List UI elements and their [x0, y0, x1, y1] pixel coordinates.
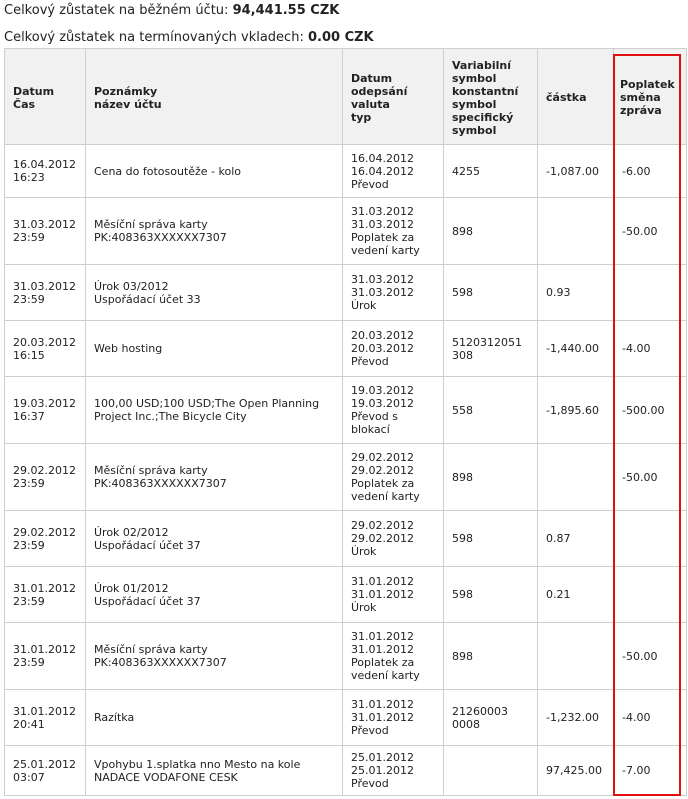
header-label-line: Variabilní	[452, 58, 511, 72]
cell-notes	[86, 265, 343, 321]
cell-dates-line: 25.01.2012	[351, 764, 414, 777]
header-label-line: valuta	[351, 97, 390, 111]
cell-symbol-line: 0008	[452, 717, 480, 731]
table-row	[5, 444, 687, 511]
cell-notes-line: Úrok 02/2012	[94, 525, 169, 539]
cell-symbol	[444, 623, 538, 690]
cell-symbol-line: 558	[452, 403, 473, 417]
table-row	[5, 265, 687, 321]
cell-amount-value: -1,440.00	[546, 342, 599, 355]
table-row	[5, 511, 687, 567]
cell-datetime-line: 31.01.2012	[13, 643, 76, 656]
cell-notes-line: Měsíční správa karty	[94, 643, 208, 656]
cell-dates-line: 31.01.2012	[351, 643, 414, 656]
cell-dates-line: Poplatek za	[351, 656, 415, 669]
cell-symbol-line: 898	[452, 649, 473, 663]
cell-datetime-line: 16.04.2012	[13, 158, 76, 171]
cell-notes	[86, 690, 343, 746]
cell-dates-line: 31.01.2012	[351, 711, 414, 724]
header-label-line: zpráva	[620, 104, 662, 117]
cell-fee-value: -6.00	[622, 164, 651, 178]
cell-notes-line: Uspořádací účet 37	[94, 538, 201, 552]
cell-dates-line: Převod	[351, 777, 389, 790]
header-label-line: symbol	[452, 71, 497, 85]
cell-amount-value: -1,895.60	[546, 403, 599, 417]
cell-datetime-line: 23:59	[13, 656, 45, 669]
cell-datetime-line: 19.03.2012	[13, 397, 76, 410]
cell-datetime-line: 20.03.2012	[13, 335, 76, 349]
cell-dates-line: 31.03.2012	[351, 218, 414, 231]
cell-dates	[343, 511, 444, 567]
table-row	[5, 567, 687, 623]
cell-datetime	[5, 377, 86, 444]
cell-datetime	[5, 198, 86, 265]
cell-symbol-line: 598	[452, 588, 473, 601]
cell-symbol-line: 898	[452, 224, 473, 238]
cell-dates-line: Úrok	[351, 601, 377, 614]
header-label-line: odepsání	[351, 84, 408, 98]
cell-fee	[614, 444, 687, 511]
cell-datetime	[5, 265, 86, 321]
header-label-line: název účtu	[94, 97, 162, 111]
cell-amount	[538, 145, 614, 198]
cell-notes	[86, 511, 343, 567]
cell-dates-line: vedení karty	[351, 490, 420, 503]
header-label-line: směna	[620, 91, 661, 104]
header-label-line: konstantní	[452, 84, 519, 98]
term-balance-value: 0.00 CZK	[307, 30, 374, 45]
cell-dates-line: blokací	[351, 423, 390, 436]
cell-dates-line: Převod s	[351, 410, 398, 423]
cell-dates-line: 31.01.2012	[351, 698, 414, 711]
cell-datetime	[5, 623, 86, 690]
cell-dates	[343, 377, 444, 444]
cell-fee	[614, 690, 687, 746]
current-balance-value: 94,441.55 CZK	[232, 3, 340, 18]
cell-fee	[614, 511, 687, 567]
cell-amount	[538, 198, 614, 265]
cell-fee-value: -7.00	[622, 764, 651, 777]
cell-dates	[343, 444, 444, 511]
cell-fee-value: -50.00	[622, 224, 658, 238]
cell-notes	[86, 145, 343, 198]
cell-symbol-line: 4255	[452, 164, 480, 178]
cell-datetime-line: 29.02.2012	[13, 464, 76, 477]
cell-notes-line: NADACE VODAFONE CESK	[94, 770, 238, 784]
cell-dates-line: Úrok	[351, 299, 377, 312]
cell-symbol-line: 598	[452, 286, 473, 299]
cell-dates-line: 31.01.2012	[351, 575, 414, 588]
cell-dates-line: 31.01.2012	[351, 588, 414, 601]
cell-dates-line: Poplatek za	[351, 231, 415, 244]
cell-dates	[343, 145, 444, 198]
cell-dates-line: Úrok	[351, 545, 377, 558]
cell-fee-value: -4.00	[622, 342, 651, 355]
cell-notes-line: Vpohybu 1.splatka nno Mesto na kole	[94, 757, 301, 771]
cell-notes	[86, 444, 343, 511]
cell-amount-value: 97,425.00	[546, 764, 602, 777]
cell-fee	[614, 377, 687, 444]
table-row	[5, 321, 687, 377]
table-row	[5, 377, 687, 444]
table-row	[5, 198, 687, 265]
header-symbols	[444, 49, 538, 145]
cell-fee	[614, 145, 687, 198]
cell-datetime-line: 31.03.2012	[13, 218, 76, 231]
cell-dates-line: 20.03.2012	[351, 342, 414, 355]
cell-dates-line: 25.01.2012	[351, 751, 414, 764]
cell-amount-value: 0.93	[546, 286, 571, 299]
cell-datetime	[5, 444, 86, 511]
cell-dates-line: 31.01.2012	[351, 630, 414, 643]
cell-symbol-line: 21260003	[452, 704, 508, 718]
cell-notes	[86, 321, 343, 377]
cell-dates-line: vedení karty	[351, 669, 420, 682]
cell-symbol	[444, 746, 538, 796]
cell-notes-line: Web hosting	[94, 342, 163, 355]
cell-amount	[538, 511, 614, 567]
header-amount	[538, 49, 614, 145]
cell-amount	[538, 567, 614, 623]
cell-dates-line: Převod	[351, 355, 389, 368]
table-row	[5, 623, 687, 690]
header-label-line: Datum	[13, 84, 55, 98]
cell-datetime-line: 31.03.2012	[13, 279, 76, 293]
header-label-line: Datum	[351, 71, 393, 85]
cell-symbol	[444, 321, 538, 377]
cell-dates-line: vedení karty	[351, 244, 420, 257]
cell-datetime	[5, 567, 86, 623]
cell-symbol-line: 898	[452, 470, 473, 484]
cell-notes-line: Cena do fotosoutěže - kolo	[94, 164, 242, 178]
cell-fee	[614, 198, 687, 265]
cell-datetime-line: 23:59	[13, 292, 45, 306]
cell-datetime-line: 23:59	[13, 477, 45, 490]
cell-datetime-line: 23:59	[13, 594, 45, 608]
cell-symbol	[444, 265, 538, 321]
cell-fee-value: -500.00	[622, 403, 665, 417]
cell-dates-line: Převod	[351, 177, 389, 191]
cell-datetime-line: 29.02.2012	[13, 525, 76, 539]
cell-symbol-line: 308	[452, 348, 473, 362]
cell-notes-line: Uspořádací účet 33	[94, 292, 201, 306]
cell-dates	[343, 265, 444, 321]
cell-datetime-line: 25.01.2012	[13, 757, 76, 771]
cell-dates-line: 19.03.2012	[351, 384, 414, 397]
transactions-table	[4, 48, 687, 796]
cell-symbol	[444, 198, 538, 265]
cell-datetime	[5, 145, 86, 198]
cell-notes	[86, 198, 343, 265]
cell-notes-line: PK:408363XXXXXX7307	[94, 656, 227, 669]
table-header-row	[5, 49, 687, 145]
cell-dates-line: 31.03.2012	[351, 273, 414, 286]
term-balance-label: Celkový zůstatek na termínovaných vkladech:	[4, 30, 304, 45]
cell-notes-line: Úrok 01/2012	[94, 581, 169, 595]
cell-dates-line: 29.02.2012	[351, 532, 414, 545]
cell-datetime-line: 20:41	[13, 717, 45, 731]
header-dates	[343, 49, 444, 145]
cell-notes	[86, 746, 343, 796]
header-label-line: Čas	[13, 97, 36, 111]
header-label-line: typ	[351, 110, 372, 124]
cell-notes-line: Uspořádací účet 37	[94, 594, 201, 608]
cell-fee	[614, 746, 687, 796]
cell-notes-line: Razítka	[94, 711, 135, 724]
cell-dates-line: 16.04.2012	[351, 164, 414, 178]
cell-notes-line: PK:408363XXXXXX7307	[94, 477, 227, 490]
cell-datetime-line: 31.01.2012	[13, 581, 76, 595]
cell-dates	[343, 198, 444, 265]
cell-symbol	[444, 145, 538, 198]
cell-fee	[614, 265, 687, 321]
cell-datetime	[5, 511, 86, 567]
cell-fee-value: -4.00	[622, 711, 651, 724]
cell-fee-value: -50.00	[622, 470, 658, 484]
cell-amount-value: 0.21	[546, 588, 571, 601]
cell-notes-line: Úrok 03/2012	[94, 279, 169, 293]
current-balance-line	[0, 1, 688, 21]
cell-dates-line: Poplatek za	[351, 477, 415, 490]
current-balance-label: Celkový zůstatek na běžném účtu:	[4, 3, 229, 18]
header-label-line: částka	[546, 91, 587, 104]
cell-fee	[614, 623, 687, 690]
cell-datetime-line: 16:15	[13, 348, 45, 362]
cell-datetime-line: 16:23	[13, 171, 45, 184]
cell-notes-line: Project Inc.;The Bicycle City	[94, 410, 247, 423]
table-row	[5, 746, 687, 796]
cell-amount-value: 0.87	[546, 532, 571, 545]
cell-fee	[614, 321, 687, 377]
cell-fee-value: -50.00	[622, 649, 658, 663]
cell-amount	[538, 623, 614, 690]
cell-dates-line: 20.03.2012	[351, 329, 414, 342]
header-label-line: specifický	[452, 110, 514, 124]
cell-notes-line: Měsíční správa karty	[94, 464, 208, 477]
cell-datetime-line: 23:59	[13, 538, 45, 552]
cell-dates-line: 29.02.2012	[351, 464, 414, 477]
header-fee	[614, 49, 687, 145]
header-notes	[86, 49, 343, 145]
cell-dates	[343, 321, 444, 377]
cell-datetime-line: 16:37	[13, 410, 45, 423]
cell-datetime	[5, 746, 86, 796]
cell-symbol	[444, 377, 538, 444]
cell-dates-line: Převod	[351, 724, 389, 737]
cell-amount-value: -1,232.00	[546, 711, 599, 724]
cell-dates	[343, 623, 444, 690]
cell-dates	[343, 690, 444, 746]
cell-amount	[538, 746, 614, 796]
cell-dates	[343, 567, 444, 623]
cell-datetime-line: 03:07	[13, 770, 45, 784]
cell-dates-line: 16.04.2012	[351, 151, 414, 165]
header-datetime	[5, 49, 86, 145]
cell-amount	[538, 377, 614, 444]
cell-notes	[86, 377, 343, 444]
cell-amount	[538, 690, 614, 746]
cell-amount	[538, 321, 614, 377]
cell-amount	[538, 265, 614, 321]
cell-datetime-line: 31.01.2012	[13, 704, 76, 718]
cell-dates-line: 31.03.2012	[351, 286, 414, 299]
cell-notes	[86, 623, 343, 690]
cell-datetime-line: 23:59	[13, 231, 45, 244]
cell-dates-line: 19.03.2012	[351, 397, 414, 410]
header-label-line: Poplatek	[620, 78, 675, 91]
cell-fee	[614, 567, 687, 623]
cell-symbol-line: 5120312051	[452, 335, 522, 349]
cell-datetime	[5, 690, 86, 746]
cell-symbol	[444, 444, 538, 511]
header-label-line: symbol	[452, 97, 497, 111]
cell-dates-line: 31.03.2012	[351, 205, 414, 218]
cell-amount	[538, 444, 614, 511]
term-balance-line	[0, 28, 688, 48]
cell-amount-value: -1,087.00	[546, 164, 599, 178]
header-label-line: symbol	[452, 123, 497, 137]
cell-dates-line: 29.02.2012	[351, 451, 414, 464]
table-row	[5, 145, 687, 198]
cell-symbol	[444, 690, 538, 746]
cell-dates	[343, 746, 444, 796]
cell-symbol-line: 598	[452, 532, 473, 545]
cell-dates-line: 29.02.2012	[351, 519, 414, 532]
cell-symbol	[444, 511, 538, 567]
table-row	[5, 690, 687, 746]
cell-symbol	[444, 567, 538, 623]
header-label-line: Poznámky	[94, 84, 158, 98]
cell-notes	[86, 567, 343, 623]
cell-datetime	[5, 321, 86, 377]
cell-notes-line: 100,00 USD;100 USD;The Open Planning	[94, 397, 320, 410]
cell-notes-line: Měsíční správa karty	[94, 218, 208, 231]
cell-notes-line: PK:408363XXXXXX7307	[94, 231, 227, 244]
